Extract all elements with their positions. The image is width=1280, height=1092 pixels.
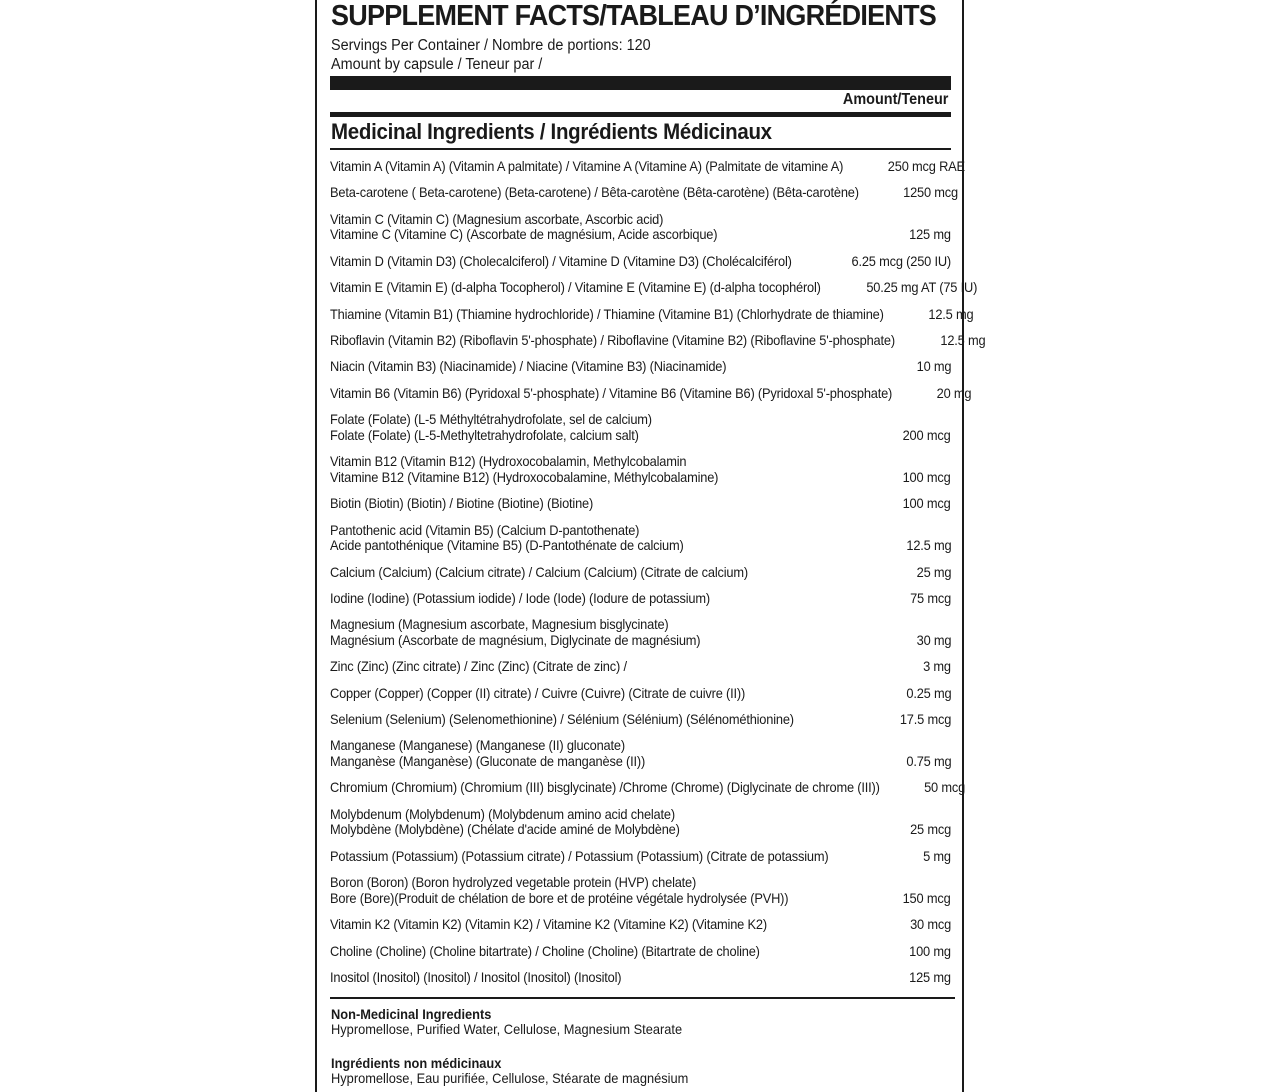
ingredient-row: [330, 209, 951, 251]
ingredient-name-line: Vitamin A (Vitamin A) (Vitamin A palmitate) / Vitamine A (Vitamine A) (Palmitate de vitamine A): [330, 159, 844, 174]
ingredient-name-line: Folate (Folate) (L-5 Méthyltétrahydrofolate, sel de calcium): [330, 412, 652, 428]
ingredient-name-line: Chromium (Chromium) (Chromium (III) bisglycinate) /Chrome (Chrome) (Diglycinate de chrome (III)): [330, 780, 880, 796]
ingredient-name: [330, 156, 843, 175]
ingredient-row: [330, 409, 951, 451]
ingredient-name-line: Choline (Choline) (Choline bitartrate) / Choline (Choline) (Bitartrate de choline): [330, 943, 760, 959]
ingredient-row: [330, 562, 951, 588]
ingredient-name: [330, 520, 684, 554]
ingredient-name-line: Vitamin E (Vitamin E) (d-alpha Tocopherol) / Vitamine E (Vitamine E) (d-alpha tocophérol): [330, 280, 821, 296]
ingredient-amount: 100 mg: [909, 943, 951, 959]
ingredient-amount: 25 mg: [916, 564, 951, 580]
ingredient-row: [330, 520, 951, 562]
ingredient-name-line: Selenium (Selenium) (Selenomethionine) / Sélénium (Sélénium) (Sélénométhionine): [330, 712, 794, 728]
ingredient-name: [330, 941, 760, 960]
ingredient-name-line: Copper (Copper) (Copper (II) citrate) / Cuivre (Cuivre) (Citrate de cuivre (II)): [330, 685, 746, 701]
ingredient-name-line: Vitamin D (Vitamin D3) (Cholecalciferol) / Vitamine D (Vitamine D3) (Cholécalciférol): [330, 253, 792, 269]
ingredient-row: [330, 304, 974, 330]
ingredient-row: [330, 735, 951, 777]
ingredient-name-line: Beta-carotene ( Beta-carotene) (Beta-carotene) / Bêta-carotène (Bêta-carotène) (Bêta-carotène): [330, 185, 859, 201]
ingredient-row: [330, 804, 951, 846]
ingredient-row: [330, 941, 951, 967]
ingredient-amount: 20 mg: [937, 385, 972, 401]
ingredient-name: [330, 383, 892, 402]
ingredient-name: [330, 735, 645, 769]
ingredient-name-line: Pantothenic acid (Vitamin B5) (Calcium D-pantothenate): [330, 522, 640, 538]
ingredient-row: [330, 493, 951, 519]
ingredient-row: [330, 683, 951, 709]
ingredient-name-line: Vitamine B12 (Vitamine B12) (Hydroxocobalamine, Méthylcobalamine): [330, 469, 719, 485]
amount-by-capsule: Amount by capsule / Teneur par /: [331, 56, 543, 73]
ingredient-name: [330, 683, 745, 702]
ingredient-amount: 0.75 mg: [905, 753, 951, 769]
ingredient-name-line: Potassium (Potassium) (Potassium citrate) / Potassium (Potassium) (Citrate de potassium): [330, 848, 829, 864]
ingredient-name-line: Iodine (Iodine) (Potassium iodide) / Iode (Iode) (Iodure de potassium): [330, 590, 710, 606]
medicinal-ingredients-title: Medicinal Ingredients / Ingrédients Médicinaux: [331, 119, 772, 144]
ingredient-name-line: Niacin (Vitamin B3) (Niacinamide) / Niacine (Vitamine B3) (Niacinamide): [330, 359, 727, 375]
ingredient-row: [330, 614, 951, 656]
ingredient-name-line: Thiamine (Vitamin B1) (Thiamine hydrochloride) / Thiamine (Vitamine B1) (Chlorhydrate de thiamine): [330, 306, 884, 322]
ingredient-name-line: Magnésium (Ascorbate de magnésium, Diglycinate de magnésium): [330, 632, 701, 648]
ingredient-amount: 12.5 mg: [905, 538, 951, 554]
ingredient-name-line: Bore (Bore)(Produit de chélation de bore et de protéine végétale hydrolysée (PVH)): [330, 890, 789, 906]
ingredient-name-line: Biotin (Biotin) (Biotin) / Biotine (Biotine) (Biotine): [330, 496, 594, 512]
ingredient-name: [330, 304, 884, 323]
ingredient-row: [330, 967, 951, 993]
ingredient-row: [330, 277, 977, 303]
ingredient-amount: 25 mcg: [910, 822, 951, 838]
ingredient-name-line: Folate (Folate) (L-5-Methyltetrahydrofolate, calcium salt): [330, 427, 639, 443]
panel-title: SUPPLEMENT FACTS/TABLEAU D’INGRÉDIENTS: [331, 0, 937, 32]
ingredient-amount: 150 mcg: [903, 890, 951, 906]
ingredient-name: [330, 182, 859, 201]
amount-column-header: Amount/Teneur: [842, 91, 948, 108]
ingredient-row: [330, 330, 986, 356]
ingredient-name-line: Vitamine C (Vitamine C) (Ascorbate de magnésium, Acide ascorbique): [330, 227, 718, 243]
ingredient-name: [330, 451, 718, 485]
ingredient-name: [330, 872, 788, 906]
ingredient-amount: 6.25 mcg (250 IU): [851, 253, 951, 269]
ingredient-name: [330, 914, 767, 933]
ingredient-amount: 125 mg: [909, 227, 951, 243]
ingredient-name-line: Vitamin C (Vitamin C) (Magnesium ascorbate, Ascorbic acid): [330, 211, 664, 227]
supplement-facts-panel: [315, 0, 986, 1092]
ingredient-row: [330, 709, 951, 735]
ingredient-amount: 10 mg: [916, 359, 951, 375]
ingredient-row: [330, 872, 951, 914]
ingredient-name: [330, 656, 627, 675]
ingredient-amount: 5 mg: [923, 848, 951, 864]
ingredient-row: [330, 356, 951, 382]
ingredient-name-line: Vitamin B6 (Vitamin B6) (Pyridoxal 5'-phosphate) / Vitamine B6 (Vitamine B6) (Pyridoxal 5'-phosphate): [330, 385, 893, 401]
ingredient-name: [330, 709, 794, 728]
ingredient-list: [330, 156, 986, 993]
ingredient-row: [330, 383, 972, 409]
ingredient-amount: 50 mcg: [924, 780, 966, 796]
ingredient-row: [330, 451, 951, 493]
ingredient-name: [330, 588, 710, 607]
ingredient-amount: 250 mcg RAE: [887, 159, 965, 174]
ingredient-amount: 50.25 mg AT (75 IU): [866, 280, 977, 296]
ingredient-amount: 12.5 mg: [940, 332, 986, 348]
ingredient-name-line: Vitamin K2 (Vitamin K2) (Vitamin K2) / Vitamine K2 (Vitamine K2) (Vitamine K2): [330, 917, 767, 933]
thick-divider: [330, 76, 951, 90]
ingredient-row: [330, 777, 966, 803]
ingredient-row: [330, 182, 958, 208]
ingredient-name: [330, 804, 680, 838]
ingredient-amount: 100 mcg: [903, 496, 951, 512]
ingredient-name: [330, 209, 717, 243]
ingredient-name-line: Manganèse (Manganèse) (Gluconate de manganèse (II)): [330, 753, 646, 769]
ingredient-name-line: Manganese (Manganese) (Manganese (II) gluconate): [330, 738, 625, 754]
ingredient-row: [330, 588, 951, 614]
ingredient-row: [330, 156, 965, 182]
ingredient-name-line: Calcium (Calcium) (Calcium citrate) / Calcium (Calcium) (Citrate de calcium): [330, 564, 748, 580]
ingredient-name: [330, 251, 792, 270]
servings-per-container: Servings Per Container / Nombre de portions: 120: [331, 37, 651, 54]
ingredient-amount: 75 mcg: [910, 590, 951, 606]
ingredient-amount: 100 mcg: [903, 469, 951, 485]
ingredient-amount: 30 mcg: [910, 917, 951, 933]
ingredient-amount: 30 mg: [916, 632, 951, 648]
ingredient-name: [330, 493, 593, 512]
non-medicinal-title-en: Non-Medicinal Ingredients: [331, 1007, 492, 1022]
medium-divider: [330, 112, 951, 117]
ingredient-row: [330, 251, 951, 277]
ingredient-name-line: Zinc (Zinc) (Zinc citrate) / Zinc (Zinc) (Citrate de zinc) /: [330, 659, 627, 675]
ingredient-name-line: Riboflavin (Vitamin B2) (Riboflavin 5'-phosphate) / Riboflavine (Vitamine B2) (Riboflavine 5'-phosphate): [330, 332, 895, 348]
ingredient-amount: 200 mcg: [903, 427, 951, 443]
ingredient-name-line: Molybdenum (Molybdenum) (Molybdenum amino acid chelate): [330, 806, 675, 822]
ingredient-name: [330, 967, 621, 986]
ingredient-name: [330, 614, 700, 648]
ingredient-row: [330, 914, 951, 940]
ingredient-name-line: Boron (Boron) (Boron hydrolyzed vegetable protein (HVP) chelate): [330, 875, 697, 891]
ingredient-amount: 17.5 mcg: [899, 712, 951, 728]
ingredient-row: [330, 656, 951, 682]
ingredient-amount: 3 mg: [923, 659, 951, 675]
non-medicinal-text-fr: Hypromellose, Eau purifiée, Cellulose, Stéarate de magnésium: [331, 1071, 689, 1086]
footer-divider: [330, 997, 955, 999]
ingredient-amount: 1250 mcg: [902, 185, 958, 201]
ingredient-name: [330, 409, 652, 443]
ingredient-row: [330, 846, 951, 872]
ingredient-name: [330, 846, 828, 865]
ingredient-amount: 12.5 mg: [928, 306, 974, 322]
ingredient-amount: 125 mg: [909, 970, 951, 986]
ingredient-name: [330, 777, 880, 796]
thin-divider: [330, 148, 951, 150]
ingredient-name-line: Vitamin B12 (Vitamin B12) (Hydroxocobalamin, Methylcobalamin: [330, 454, 687, 470]
ingredient-name: [330, 330, 895, 349]
non-medicinal-title-fr: Ingrédients non médicinaux: [331, 1056, 502, 1071]
ingredient-name: [330, 277, 821, 296]
ingredient-name: [330, 356, 726, 375]
ingredient-name-line: Acide pantothénique (Vitamine B5) (D-Pantothénate de calcium): [330, 538, 684, 554]
ingredient-amount: 0.25 mg: [905, 685, 951, 701]
ingredient-name: [330, 562, 748, 581]
non-medicinal-text-en: Hypromellose, Purified Water, Cellulose, Magnesium Stearate: [331, 1022, 683, 1037]
ingredient-name-line: Molybdène (Molybdène) (Chélate d'acide aminé de Molybdène): [330, 822, 680, 838]
ingredient-name-line: Inositol (Inositol) (Inositol) / Inositol (Inositol) (Inositol): [330, 970, 622, 986]
ingredient-name-line: Magnesium (Magnesium ascorbate, Magnesium bisglycinate): [330, 617, 669, 633]
